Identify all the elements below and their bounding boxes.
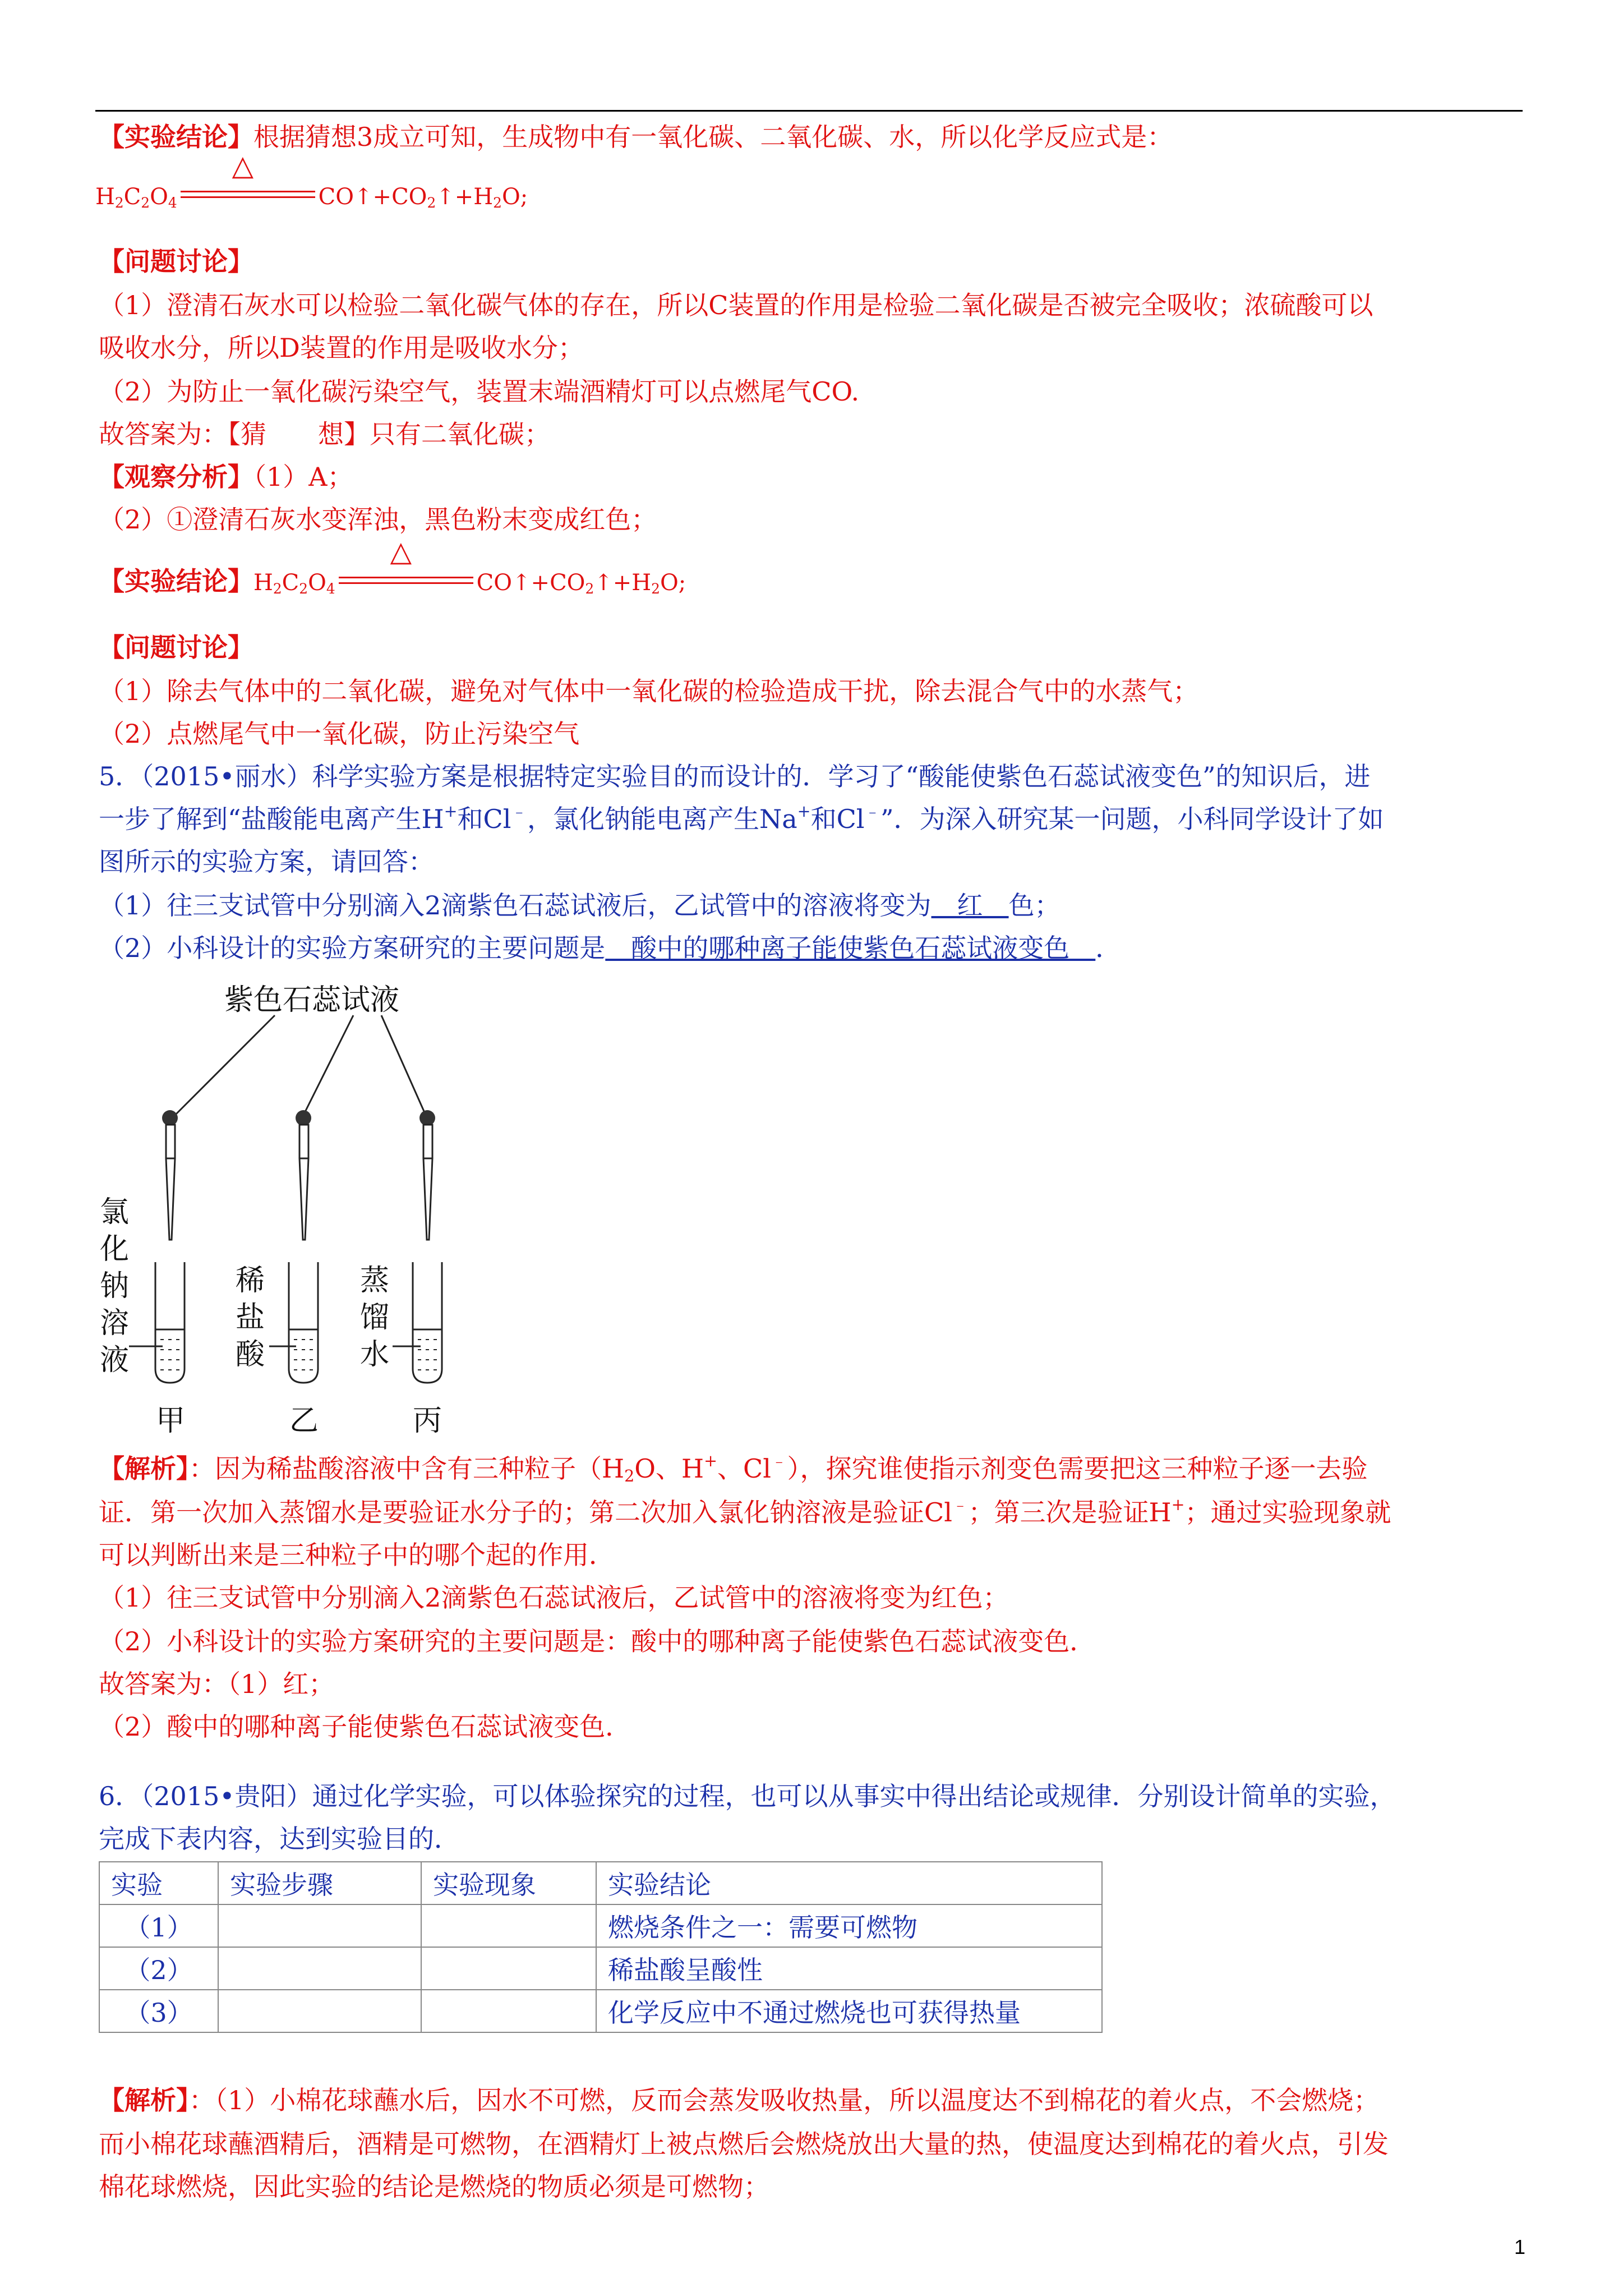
- discussion-1-line-1: （1）澄清石灰水可以检验二氧化碳气体的存在，所以C装置的作用是检验二氧化碳是否被完全吸收；浓硫酸可以: [99, 290, 1373, 320]
- q5-analysis-line-4: （1）往三支试管中分别滴入2滴紫色石蕊试液后，乙试管中的溶液将变为红色；: [99, 1582, 1009, 1613]
- q5-line-1: 5．（2015•丽水）科学实验方案是根据特定实验目的而设计的．学习了“酸能使紫色石蕊试液变色”的知识后，进: [99, 761, 1371, 792]
- dropper-c: [419, 1110, 435, 1240]
- pointer-line: [381, 1015, 426, 1116]
- pointer-line: [174, 1015, 275, 1116]
- q6-analysis-tag: 【解析】: [99, 2085, 189, 2115]
- tube-a: [155, 1262, 185, 1383]
- tube-name-b: 乙: [289, 1405, 319, 1437]
- tube-name-a: 甲: [156, 1405, 186, 1437]
- q5-analysis-line-5: （2）小科设计的实验方案研究的主要问题是：酸中的哪种离子能使紫色石蕊试液变色．: [99, 1626, 1096, 1657]
- dropper-a: [162, 1110, 178, 1240]
- table-header-cell: 实验步骤: [218, 1862, 421, 1904]
- q5-analysis-tag: 【解析】: [99, 1453, 189, 1484]
- discussion-1-line-2: 吸收水分，所以D装置的作用是吸收水分；: [99, 333, 584, 363]
- test-tube-figure: [90, 1010, 516, 1447]
- observation-2: （2）①澄清石灰水变浑浊，黑色粉末变成红色；: [99, 504, 657, 535]
- pointer-line: [303, 1015, 353, 1116]
- conclusion-text: 根据猜想3成立可知，生成物中有一氧化碳、二氧化碳、水，所以化学反应式是：: [253, 122, 1173, 152]
- heat-equals-sign: △: [181, 178, 315, 208]
- q6-analysis-line-1: 【解析】：（1）小棉花球蘸水后，因水不可燃，反而会蒸发吸收热量，所以温度达不到棉花的着火点，不会燃烧；: [99, 2085, 1380, 2115]
- q5-answer-2: 酸中的哪种离子能使紫色石蕊试液变色: [605, 933, 1096, 963]
- q6-analysis-line-3: 棉花球燃烧，因此实验的结论是燃烧的物质必须是可燃物；: [99, 2171, 769, 2202]
- table-header-cell: 实验结论: [596, 1862, 1102, 1904]
- q5-analysis-line-3: 可以判断出来是三种粒子中的哪个起的作用．: [99, 1540, 615, 1570]
- q5-analysis-line-6: 故答案为：（1）红；: [99, 1669, 335, 1699]
- q6-line-2: 完成下表内容，达到实验目的．: [99, 1824, 460, 1854]
- table-header-cell: 实验现象: [421, 1862, 596, 1904]
- discussion-2-item-2: （2）点燃尾气中一氧化碳，防止污染空气: [99, 719, 580, 749]
- conclusion-2-tag: 【实验结论】: [99, 566, 253, 596]
- conclusion-tag: 【实验结论】: [99, 122, 253, 152]
- q5-analysis-line-1: 【解析】：因为稀盐酸溶液中含有三种粒子（$H_2O$、H+、Cl﹣），探究谁使指示剂变色需要把这三种粒子逐一去验: [99, 1452, 1368, 1486]
- dropper-b: [296, 1110, 311, 1240]
- observation-tag: 【观察分析】: [99, 462, 253, 492]
- table-row: （3） 化学反应中不通过燃烧也可获得热量: [99, 1990, 1102, 2032]
- q6-line-1: 6．（2015•贵阳）通过化学实验，可以体验探究的过程，也可以从事实中得出结论或规律．分别设计简单的实验，: [99, 1781, 1396, 1811]
- discussion-2-item-1: （1）除去气体中的二氧化碳，避免对气体中一氧化碳的检验造成干扰，除去混合气中的水蒸气；: [99, 676, 1199, 706]
- page-number: 1: [1514, 2235, 1526, 2258]
- q5-part-1: （1）往三支试管中分别滴入2滴紫色石蕊试液后，乙试管中的溶液将变为 红 色；: [99, 890, 1061, 921]
- table-row: （2） 稀盐酸呈酸性: [99, 1947, 1102, 1990]
- tube-c: [413, 1262, 442, 1383]
- equation-2: $H_2C_2O_4$ △ $CO↑+CO_2↑+H_2O$;: [253, 535, 686, 597]
- equation-1: $H_2C_2O_4$ △ $CO↑+CO_2↑+H_2O$;: [95, 149, 528, 211]
- q5-line-2: 一步了解到“盐酸能电离产生H+和Cl﹣，氯化钠能电离产生Na+和Cl﹣”．为深入研究某一问题，小科同学设计了如: [99, 802, 1384, 834]
- table-row: （1） 燃烧条件之一：需要可燃物: [99, 1904, 1102, 1947]
- conclusion-2-line: [99, 535, 686, 598]
- experiment-table: [99, 1861, 1103, 2033]
- table-header-cell: 实验: [99, 1862, 218, 1904]
- q5-analysis-line-7: （2）酸中的哪种离子能使紫色石蕊试液变色．: [99, 1711, 631, 1742]
- q6-analysis-line-2: 而小棉花球蘸酒精后，酒精是可燃物，在酒精灯上被点燃后会燃烧放出大量的热，使温度达到棉花的着火点，引发: [99, 2129, 1389, 2159]
- q5-line-3: 图所示的实验方案，请回答：: [99, 846, 434, 877]
- tube-b: [289, 1262, 318, 1383]
- tube-name-c: 丙: [413, 1405, 442, 1437]
- answer-intro: 故答案为：【猜 想】只有二氧化碳；: [99, 419, 550, 449]
- figure-title: 紫色石蕊试液: [224, 984, 400, 1016]
- discussion-2: （2）为防止一氧化碳污染空气，装置末端酒精灯可以点燃尾气CO.: [99, 376, 860, 407]
- q5-analysis-line-2: 证．第一次加入蒸馏水是要验证水分子的；第二次加入氯化钠溶液是验证Cl﹣；第三次是验证H+；通过实验现象就: [99, 1496, 1391, 1527]
- discussion-tag: 【问题讨论】: [99, 246, 253, 277]
- tube-c-label: 蒸 馏 水: [360, 1264, 390, 1371]
- heat-equals-sign: △: [339, 564, 473, 593]
- table-header-row: [99, 1862, 1102, 1904]
- tube-a-label: 氯 化 钠 溶 液: [100, 1196, 130, 1377]
- conclusion-line: [99, 117, 1173, 154]
- tube-b-label: 稀 盐 酸: [236, 1264, 265, 1371]
- q5-part-2: （2）小科设计的实验方案研究的主要问题是 酸中的哪种离子能使紫色石蕊试液变色 ．: [99, 933, 1122, 963]
- q5-answer-1: 红: [931, 890, 1009, 921]
- header-rule: [95, 110, 1523, 112]
- observation-line: 【观察分析】（1）A；: [99, 462, 353, 492]
- discussion-2-tag: 【问题讨论】: [99, 632, 253, 662]
